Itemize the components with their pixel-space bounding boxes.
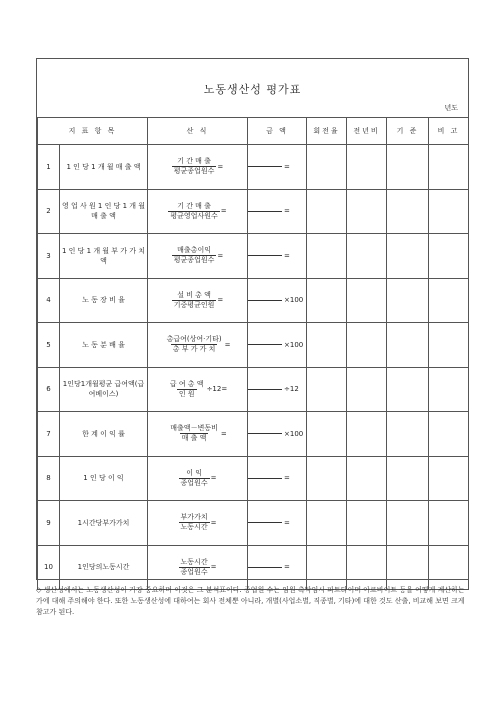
indicator-name: 노 동 분 배 율 [60, 323, 148, 368]
formula-denominator: 평균영업사원수 [170, 211, 218, 220]
amount-cell[interactable] [248, 189, 307, 234]
table-row [38, 545, 469, 590]
row-number: 2 [38, 189, 60, 234]
amount-suffix: ×100 [284, 340, 304, 349]
amount-blank-line [248, 344, 282, 345]
yoy-cell[interactable] [347, 145, 387, 190]
amount-suffix: = [284, 518, 290, 527]
year-label: 년도 [444, 104, 458, 112]
formula-fraction [172, 291, 217, 310]
indicator-name: 1 인 당 1 개 월 매 출 액 [60, 145, 148, 190]
remarks-cell[interactable] [429, 545, 469, 590]
remarks-cell[interactable] [429, 189, 469, 234]
formula-cell [148, 367, 248, 412]
amount-blank-line [248, 255, 282, 256]
amount-cell[interactable] [248, 278, 307, 323]
formula-suffix: = [210, 563, 217, 572]
amount-blank-line [248, 211, 282, 212]
table-row [38, 189, 469, 234]
productivity-table [37, 117, 469, 590]
formula-suffix: ÷12= [206, 385, 228, 394]
remarks-cell[interactable] [429, 278, 469, 323]
formula-fraction [172, 157, 217, 176]
formula-denominator: 총 부 가 가 치 [172, 345, 216, 354]
amount-cell[interactable] [248, 456, 307, 501]
turnover-cell[interactable] [307, 367, 347, 412]
formula-cell [148, 323, 248, 368]
formula-numerator: 부가가치 [180, 513, 208, 522]
formula-fraction [168, 424, 220, 443]
formula-suffix: = [220, 429, 227, 438]
row-number: 4 [38, 278, 60, 323]
remarks-cell[interactable] [429, 145, 469, 190]
indicator-name: 1 인 당 1 개 월 부 가 가 치 액 [60, 234, 148, 279]
yoy-cell[interactable] [347, 456, 387, 501]
formula-cell [148, 501, 248, 546]
standard-cell[interactable] [387, 545, 429, 590]
form-title: 노동생산성 평가표 [203, 83, 302, 96]
table-row [38, 323, 469, 368]
formula-cell [148, 456, 248, 501]
indicator-name: 영 업 사 원 1 인 당 1 개 월 매 출 액 [60, 189, 148, 234]
header-turnover: 회전율 [307, 118, 347, 145]
formula-suffix: = [210, 474, 217, 483]
formula-cell [148, 234, 248, 279]
formula-suffix: = [210, 518, 217, 527]
formula-fraction [179, 558, 210, 577]
amount-blank-line [248, 389, 282, 390]
remarks-cell[interactable] [429, 323, 469, 368]
amount-cell[interactable] [248, 234, 307, 279]
amount-suffix: = [284, 162, 290, 171]
formula-cell [148, 545, 248, 590]
formula-suffix: = [217, 251, 224, 260]
table-row [38, 145, 469, 190]
remarks-cell[interactable] [429, 367, 469, 412]
standard-cell[interactable] [387, 501, 429, 546]
table-row [38, 412, 469, 457]
standard-cell[interactable] [387, 456, 429, 501]
formula-suffix: = [217, 162, 224, 171]
formula-fraction [168, 380, 206, 399]
table-row [38, 501, 469, 546]
standard-cell[interactable] [387, 234, 429, 279]
formula-fraction [168, 202, 219, 221]
yoy-cell[interactable] [347, 278, 387, 323]
header-formula: 산 식 [148, 118, 248, 145]
indicator-name: 노 동 장 비 율 [60, 278, 148, 323]
standard-cell[interactable] [387, 145, 429, 190]
amount-blank-line [248, 522, 282, 523]
row-number: 5 [38, 323, 60, 368]
row-number: 10 [38, 545, 60, 590]
turnover-cell[interactable] [307, 278, 347, 323]
remarks-cell[interactable] [429, 501, 469, 546]
table-row [38, 278, 469, 323]
row-number: 3 [38, 234, 60, 279]
indicator-name: 1시간당부가가치 [60, 501, 148, 546]
amount-blank-line [248, 300, 282, 301]
remarks-cell[interactable] [429, 234, 469, 279]
amount-blank-line [248, 166, 282, 167]
formula-denominator: 종업원수 [180, 567, 208, 576]
formula-numerator: 설 비 총 액 [177, 290, 211, 299]
amount-cell[interactable] [248, 412, 307, 457]
formula-cell [148, 189, 248, 234]
turnover-cell[interactable] [307, 456, 347, 501]
amount-suffix: ×100 [284, 296, 304, 305]
standard-cell[interactable] [387, 412, 429, 457]
formula-fraction [179, 513, 210, 532]
header-amount: 금 액 [248, 118, 307, 145]
amount-cell[interactable] [248, 501, 307, 546]
table-row [38, 367, 469, 412]
row-number: 9 [38, 501, 60, 546]
formula-fraction [172, 246, 217, 265]
row-number: 8 [38, 456, 60, 501]
amount-blank-line [248, 478, 282, 479]
amount-suffix: = [284, 563, 290, 572]
indicator-name: 1인당1개월평균 급여액(급여베이스) [60, 367, 148, 412]
indicator-name: 1인당의노동시간 [60, 545, 148, 590]
yoy-cell[interactable] [347, 189, 387, 234]
formula-numerator: 기 간 매 출 [177, 157, 211, 166]
formula-fraction [165, 335, 224, 354]
formula-cell [148, 412, 248, 457]
standard-cell[interactable] [387, 189, 429, 234]
amount-suffix: = [284, 251, 290, 260]
amount-cell[interactable] [248, 145, 307, 190]
standard-cell[interactable] [387, 278, 429, 323]
amount-suffix: ÷12 [284, 385, 299, 394]
indicator-name: 한 계 이 익 률 [60, 412, 148, 457]
header-remarks: 비 고 [429, 118, 469, 145]
formula-suffix: = [220, 207, 227, 216]
formula-denominator: 평균종업원수 [173, 167, 215, 176]
formula-cell [148, 145, 248, 190]
amount-suffix: = [284, 207, 290, 216]
header-standard: 기 준 [387, 118, 429, 145]
turnover-cell[interactable] [307, 545, 347, 590]
table-row [38, 234, 469, 279]
amount-blank-line [248, 433, 282, 434]
amount-cell[interactable] [248, 323, 307, 368]
formula-numerator: 이 익 [186, 468, 202, 477]
formula-numerator: 매출총이익 [177, 246, 211, 255]
turnover-cell[interactable] [307, 234, 347, 279]
header-row [38, 118, 469, 145]
yoy-cell[interactable] [347, 412, 387, 457]
formula-denominator: 노동시간 [180, 523, 208, 532]
formula-denominator: 종업원수 [180, 478, 208, 487]
row-number: 6 [38, 367, 60, 412]
formula-denominator: 기중평균인원 [173, 300, 215, 309]
standard-cell[interactable] [387, 367, 429, 412]
amount-suffix: ×100 [284, 429, 304, 438]
turnover-cell[interactable] [307, 145, 347, 190]
yoy-cell[interactable] [347, 545, 387, 590]
table-row [38, 456, 469, 501]
row-number: 1 [38, 145, 60, 190]
formula-numerator: 매출액－변동비 [170, 424, 218, 433]
amount-suffix: = [284, 474, 290, 483]
turnover-cell[interactable] [307, 323, 347, 368]
remarks-cell[interactable] [429, 412, 469, 457]
yoy-cell[interactable] [347, 367, 387, 412]
yoy-cell[interactable] [347, 501, 387, 546]
indicator-name: 1 인 당 이 익 [60, 456, 148, 501]
turnover-cell[interactable] [307, 501, 347, 546]
formula-denominator: 평균종업원수 [173, 256, 215, 265]
row-number: 7 [38, 412, 60, 457]
formula-suffix: = [217, 296, 224, 305]
header-yoy: 전년비 [347, 118, 387, 145]
formula-numerator: 기 간 매 출 [177, 201, 211, 210]
formula-denominator: 매 출 액 [181, 434, 207, 443]
header-indicator: 지 표 항 목 [38, 118, 148, 145]
yoy-cell[interactable] [347, 323, 387, 368]
formula-denominator: 인 원 [178, 389, 195, 398]
formula-numerator: 총급여(상여·기타) [166, 335, 222, 344]
standard-cell[interactable] [387, 323, 429, 368]
turnover-cell[interactable] [307, 189, 347, 234]
amount-cell[interactable] [248, 367, 307, 412]
yoy-cell[interactable] [347, 234, 387, 279]
footnote: ◇ 생산성에서는 노동생산성이 가장 중요하며 이것은 그 분석표이다. 종업원 수는 임원·촉탁임시·파트타이머·아르바이트 등을 어떻게 계산하는가에 대해 주의해야 한다. 또한 노동생산성에 대하여는 회사 전체뿐 아니라, 개별(사업소별, 직종별, 기타)에 대한 것도 산출, 비교해 보면 크게 참고가 된다. [36, 586, 465, 616]
amount-cell[interactable] [248, 545, 307, 590]
formula-suffix: = [224, 340, 231, 349]
turnover-cell[interactable] [307, 412, 347, 457]
amount-blank-line [248, 567, 282, 568]
formula-numerator: 급 여 총 액 [169, 379, 204, 388]
formula-numerator: 노동시간 [180, 557, 208, 566]
formula-cell [148, 278, 248, 323]
formula-fraction [179, 469, 210, 488]
remarks-cell[interactable] [429, 456, 469, 501]
evaluation-form [36, 58, 469, 580]
